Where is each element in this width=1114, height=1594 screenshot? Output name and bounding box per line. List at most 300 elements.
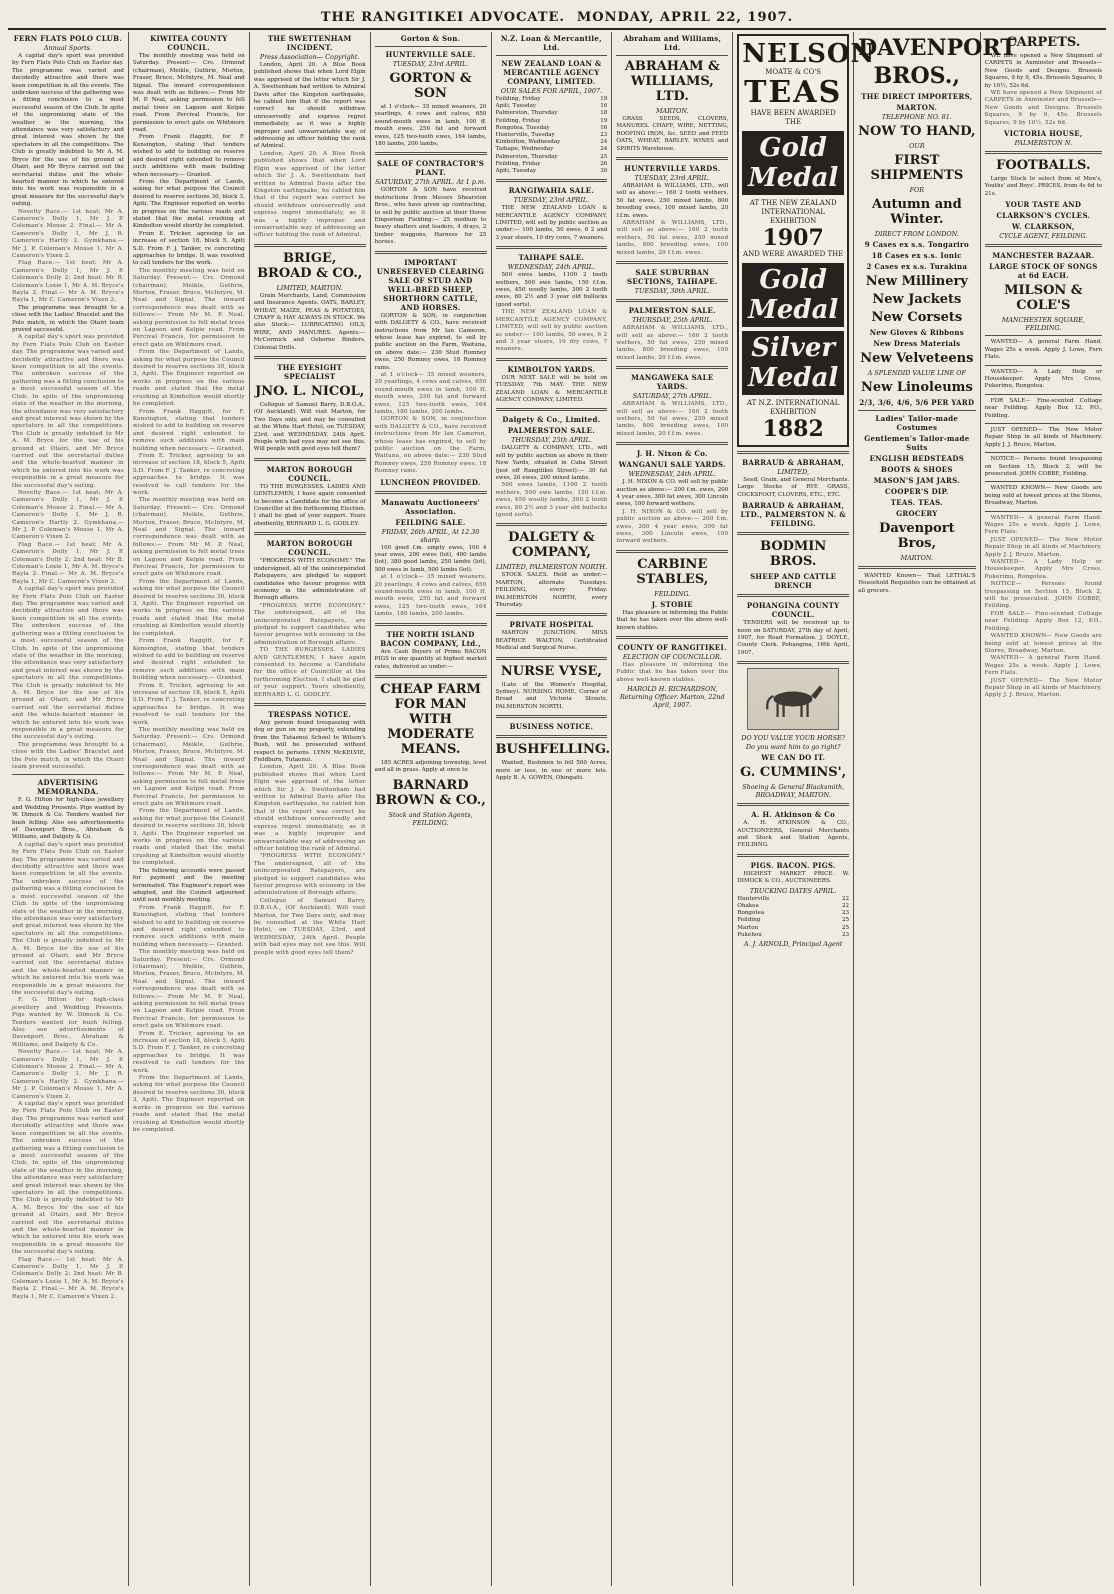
ad-text: GORTON & SON, in conjunction with DALGETY & CO., have received instructions from Mr Ian Cameron, whose lease has expired, to sell by public auction on the Farm, Waituna, on above date:— 230 Stud Romney ewes, 250 Romney ewes, 18 Romney rams. (374, 416, 487, 475)
divider (496, 358, 608, 361)
ad-text: 185 ACRES adjoining township, level and all in grass. Apply at once to (374, 759, 487, 774)
list-item-place: Feilding, Friday (495, 96, 541, 102)
classified-ad: WANTED— A general Farm Hand. Wages 25s a week. Apply J. Lowe, Fern Flats. (984, 514, 1103, 536)
ad-date: SATURDAY, 27th APRIL. At 1 p.m. (375, 178, 486, 187)
ad-title: SALE SUBURBAN SECTIONS, TAIHAPE. (626, 268, 718, 287)
ad-title: Ladies' Tailor-made Costumes (875, 414, 959, 432)
ad-text: "PROGRESS WITH ECONOMY." The undersigned, all of the unincorporated Ratepayers, are pledged to support candidates who favour progress with economy in the administration of Borough affairs. (253, 602, 366, 646)
column-2 (129, 32, 250, 1586)
list-item-place: Hunterville (737, 895, 770, 902)
list-item-day: 25 (842, 924, 850, 931)
ad-address: BARRAUD & ABRAHAM, LTD., PALMERSTON N. & FEILDING. (740, 501, 846, 529)
list-item (496, 96, 608, 103)
ad-subtitle: MANCHESTER SQUARE, FEILDING. (1001, 316, 1085, 333)
article-text: The following accounts were passed for payment and the meeting terminated. The Engineer's report was adopted, and the Council adjourned until next monthly meeting. (132, 867, 245, 904)
list-item (496, 154, 608, 161)
divider (616, 550, 728, 553)
list-item (737, 932, 849, 939)
ad-title: KIMBOLTON YARDS. (507, 364, 596, 374)
ad-text: Seed, Grain, and General Merchants. Large Stocks of RYE GRASS, COCKSFOOT, CLOVERS, ETC., ETC. (737, 477, 850, 498)
ad-title: COOPER'S DIP. (885, 487, 949, 496)
ad-firm: GORTON & SON (389, 71, 472, 101)
article-text: From the Department of Lands, asking for what purpose the Council desired to reserve sections 30, block 3, Apiti. The Engineer reported on works in progress on the various roads and stated that the metal crushing at Kimbolton would shortly be completed. (132, 349, 245, 408)
ad-question: DO YOU VALUE YOUR HORSE? (741, 734, 846, 743)
article-text: From Frank Haggitt, for F. Kensington, stating that tenders wished to add to building on reserve and desired right extended to remove such additions with main building when necessary.— Granted. (132, 134, 245, 178)
ad-text: OUR NEXT SALE will be held on TUESDAY, 7th MAY. THE NEW ZEALAND LOAN & MERCANTILE AGENCY COMPANY, LIMITED. (495, 374, 608, 403)
ad-text: Gentlemen's Tailor-made Suits (864, 434, 970, 452)
ad-line: New Dress Materials (873, 339, 961, 348)
ad-text: HIGHEST MARKET PRICE. W. DIMOCK & CO., AUCTIONEERS. (737, 870, 850, 885)
list-item-place: Ohakea (737, 902, 759, 909)
divider (985, 452, 1102, 453)
ad-text: A. H. ATKINSON & CO., AUCTIONEERS, General Merchants and Stock and Station Agents, FEILDING. (737, 820, 850, 849)
ad-text: at 1 o'clock— 35 mixed weaners, 20 yearlings, 4 cows and calves, 650 sound-mouth ewes in lamb, 100 ff. mouth ewes, 250 fat and forward ewes, 125 two-tooth ewes, 164 lambs, 180 lambs, 200 lambs. (374, 371, 487, 415)
ad-line: CLARKSON'S CYCLES. (996, 211, 1091, 221)
classified-ad: JUST OPENED— The New Motor Repair Shop in all kinds of Machinery. Apply J. J. Bruce, Marton. (984, 426, 1103, 448)
article-text: F. G. Hilton for high-class jewellery and Wedding Presents. Pigs wanted by W. Dimock & Co. Tenders wanted for bush felling. Also see advertisements of Davenport Bros., Abraham & Williams, and Dalgety & Co. (12, 997, 124, 1048)
ad-title: BUSHFELLING. (495, 742, 611, 758)
list-item-day: 22 (842, 902, 850, 909)
ad-subtitle: WANGANUI SALE YARDS. (618, 460, 726, 470)
trucking-dates-list (737, 896, 849, 939)
list-item-day: 19 (600, 96, 608, 102)
divider (375, 46, 487, 47)
divider (254, 244, 366, 247)
ad-title: GROCERY (896, 509, 938, 518)
list-item-place: Hunterville, Tuesday (495, 132, 555, 139)
divider (737, 661, 849, 664)
ad-title: RANGIWAHIA SALE. (508, 186, 595, 196)
list-item-day: 16 (600, 124, 608, 131)
article-text: A capital day's sport was provided by Fern Flats Polo Club on Easter day. The programme was varied and decidedly attractive and there was keen competition in all the events. The unbroken success of the gathering was a fitting conclusion to a most successful season of the Club. In spite of the unpromising state of the weather in the morning, the attendance was very satisfactory and great interest was shown by the spectators in all the competitions. The Club is greatly indebted to Mr A. M. Bryce for the use of his ground at Otairi, and Mr Bryce carried out the secretarial duties and the whole-hearted manner in which he entered into his work was responsible in a great measure for the successful day's outing. (12, 1101, 124, 1256)
ad-date: TUESDAY, 30th APRIL. (634, 287, 710, 296)
list-item (496, 110, 608, 117)
ad-subtitle: ELECTION OF COUNCILLOR. (622, 653, 722, 662)
horse-icon (748, 669, 838, 729)
ad-text: WANTED Known— That LETHAL'S Household Requisites can be obtained at all grocers. (858, 573, 976, 594)
ad-text: WE have opened a New Shipment of CARPETS in Axminster and Brussels— New Goods and Designs. Brussels Squares, 9 by 9, 45s. Brussels Squares, 9 by 10½, 52s 6d. (984, 90, 1103, 126)
ad-subtitle: TRUCKING DATES APRIL. (749, 886, 837, 895)
ad-subtitle: LIMITED, MARTON. (276, 283, 343, 292)
ad-subtitle: Stock and Station Agents, FEILDING. (388, 810, 473, 827)
article-text: From E. Tricker, agreeing to an increase of section 18, block 5, Apiti S.D. From F. J. Tanker, re concreting approaches to bridge. It was resolved to call tenders for the work. (132, 682, 245, 726)
divider (858, 410, 975, 411)
divider (616, 636, 728, 639)
classified-ad: WANTED KNOWN— New Goods are being sold at lowest prices at the Stores, Broadway, Marton. (984, 485, 1103, 507)
ad-title: BODMIN BROS. (760, 539, 827, 570)
classified-ad: WANTED— A Lady Help or Housekeeper. Apply Mrs Cross, Pukerimu, Rongotea. (984, 368, 1103, 390)
article-text: A capital day's sport was provided by Fern Flats Polo Club on Easter day. The programme was varied and decidedly attractive and there was keen competition in all the events. The unbroken success of the gathering was a fitting conclusion to a most successful season of the Club. In spite of the unpromising state of the weather in the morning, the attendance was very satisfactory and great interest was shown by the spectators in all the competitions. The Club is greatly indebted to Mr A. M. Bryce for the use of his ground at Otairi, and Mr Bryce carried out the secretarial duties and the whole-hearted manner in which he entered into his work was responsible in a great measure for the successful day's outing. (12, 53, 124, 208)
article-text: London, April 20. A Blue Book published shows that when Lord Elgin was apprised of the letter which Sir J. A. Swettenham had written to Admiral Davis after the Kingston earthquake, he cabled him that if the report was correct he should withdraw unreservedly and express regret immediately, as it was a highly improper and unwarrantable way of addressing an officer holding the rank of Admiral. (253, 150, 366, 239)
ad-title: MASON'S JAM JARS. (873, 476, 960, 485)
masthead-title: THE RANGITIKEI ADVOCATE. (320, 9, 565, 25)
ad-text: "PROGRESS WITH ECONOMY." The undersigned, all of the unincorporated Ratepayers, are pledged to support candidates who favour progress with economy in the administration of Borough affairs. (253, 853, 366, 897)
divider (254, 458, 366, 461)
list-item-place: Palmerston, Thursday (495, 153, 558, 160)
list-item (496, 132, 608, 139)
ad-title: BUSINESS NOTICE. (509, 722, 594, 732)
list-item-place: Feilding, Friday (495, 117, 541, 124)
list-item (496, 125, 608, 132)
article-heading: FERN FLATS POLO CLUB. (13, 34, 123, 43)
ad-title: IMPORTANT UNRESERVED CLEARING SALE OF STUD AND WELL-BRED SHEEP, SHORTHORN CATTLE, AND HORSES. (376, 257, 485, 312)
ad-title: ABRAHAM & WILLIAMS, LTD. (624, 59, 720, 104)
divider (985, 365, 1102, 366)
divider (737, 594, 849, 597)
classified-ad: WANTED— A general Farm Hand. Wages 25s a week. Apply J. Lowe, Fern Flats. (984, 655, 1103, 677)
columns (8, 32, 1106, 1586)
article-text: From the Department of Lands, asking for what purpose the Council desired to reserve sections 30, block 3, Apiti. The Engineer reported on works in progress on the various roads and stated that the metal crushing at Kimbolton would shortly be completed. (132, 808, 245, 867)
nelson-line: HAVE BEEN AWARDED THE (750, 109, 836, 126)
ad-title: BOOTS & SHOES (880, 465, 953, 474)
nelson-year: 1882 (762, 416, 824, 442)
ad-title: LUNCHEON PROVIDED. (380, 477, 481, 487)
divider (985, 511, 1102, 512)
column-8 (854, 32, 1017, 1586)
list-item-place: Apiti, Tuesday (495, 103, 537, 110)
ad-title: CHEAP FARM FOR MAN WITH MODERATE MEANS. (380, 681, 481, 757)
ad-text: J. H. NIXON & CO. will sell by public auction as above:— 200 f.m. ewes, 200 4 year ewes, 300 fat ewes, 300 Lincoln ewes, 100 forward wethers. (616, 508, 729, 545)
list-item (737, 917, 849, 924)
article-text: The monthly meeting was held on Saturday. Present:— Crs. Ormond (chairman), Meikle, Guthrie, Morton, Fraser, Bruce, McIntyre, M. Neal and Signal. The inward correspondence was dealt with as follows:— From Mr M. P. Neal, asking permission to fell metal trees on Lagoon and Kelpie road. From Percival Francis, for permission to erect gate on Whitmore road. (132, 53, 245, 134)
ad-text: ABRAHAM & WILLIAMS, LTD., will sell as above:— 160 2 tooth wethers, 50 fat ewes, 250 mixed lambs, 800 breeding ewes, 100 mixed lambs, 20 f.f.m. ewes. (616, 401, 729, 437)
column-6 (612, 32, 733, 1586)
ad-text: ABRAHAM & WILLIAMS, LTD., will sell as above:— 160 2 tooth wethers, 50 fat ewes, 250 mixed lambs, 800 breeding ewes, 100 mixed lambs, 20 f.f.m. ewes. (616, 325, 729, 361)
article-text: From Frank Haggitt, for F. Kensington, stating that tenders wished to add to building on reserve and desired right extended to remove such additions with main building when necessary.— Granted. (132, 904, 245, 948)
ad-date: SATURDAY, 27th APRIL. (632, 392, 713, 401)
ad-subtitle: MARTON. (900, 554, 934, 562)
ad-text: (Late of the Women's Hospital, Sydney). NURSING HOME, Corner of Broad and Victoria Streets, PALMERSTON NORTH. (495, 681, 608, 710)
ad-line: 18 Cases ex s.s. Ionic (871, 251, 962, 260)
ad-line: 2/3, 3/6, 4/6, 5/6 PER YARD (859, 398, 975, 407)
ad-subtitle: THE DIRECT IMPORTERS, (861, 92, 973, 101)
nelson-teas: TEAS (744, 75, 843, 110)
article-text: Novelty Race.— 1st heat: Mr A. Cameron's Dolly 1, Mr J. P. Coleman's Mouse 2. Final.— Mr A. Cameron's Dolly 1, Mr J. R. Cameron's Hartly 2. Gymkhana.— Mr J. P. Coleman's Mouse 1, Mr A. Cameron's Vixen 2. (12, 489, 124, 541)
list-item-place: Pukehou (737, 931, 762, 938)
classified-ad: JUST OPENED— The New Motor Repair Shop in all kinds of Machinery. Apply J. J. Bruce, Marton. (984, 677, 1103, 699)
ad-title: PALMERSTON SALE. (628, 306, 716, 316)
ad-line: New Millinery (865, 274, 968, 289)
article-text: From Frank Haggitt, for F. Kensington, stating that tenders wished to add to building on reserve and desired right extended to remove such additions with main building when necessary.— Granted. (132, 408, 245, 452)
ad-title: SALE OF CONTRACTOR'S PLANT. (377, 159, 485, 178)
nelson-line: AT N.Z. INTERNATIONAL EXHIBITION (746, 399, 840, 416)
list-item-place: Kimbolton, Wednesday (495, 139, 561, 146)
article-text: The monthly meeting was held on Saturday. Present:— Crs. Ormond (chairman), Meikle, Guthrie, Morton, Fraser, Bruce, McIntyre, M. Neal and Signal. The inward correspondence was dealt with as follows:— From Mr M. P. Neal, asking permission to fell metal trees on Lagoon and Kelpie road. From Percival Francis, for permission to erect gate on Whitmore road. (132, 497, 245, 578)
list-item-place: Rongotea (737, 910, 765, 917)
ad-title: TEAS. TEAS. (890, 498, 943, 507)
classified-ad: WANTED KNOWN— New Goods are being sold at lowest prices at the Stores, Broadway, Marton. (984, 633, 1103, 654)
ad-text: WE have opened a New Shipment of CARPETS in Axminster and Brussels— New Goods and Designs. Brussels Squares, 9 by 9, 45s. Brussels Squares, 9 by 10½, 52s 6d. (984, 53, 1103, 89)
article-text: From E. Tricker, agreeing to an increase of section 18, block 5, Apiti S.D. From F. J. Tanker, re concreting approaches to bridge. It was resolved to call tenders for the work. (132, 1030, 245, 1074)
classified-ad: FOR SALE— Fine-scented Cottage near Feilding. Apply Box 12, P.O., Feilding. (984, 397, 1103, 419)
divider (254, 532, 366, 535)
divider (985, 481, 1102, 482)
column-1 (8, 32, 129, 1586)
divider (737, 451, 849, 454)
list-item (737, 910, 849, 917)
article-text: The programme was brought to a close with the Ladies' Bracelet and the Polo match, in which the Otairi team proved successful. (12, 304, 124, 334)
article-text: From E. Tricker, agreeing to an increase of section 18, block 5, Apiti S.D. From F. J. Tanker, re concreting approaches to bridge. It was resolved to call tenders for the work. (132, 452, 245, 496)
ad-text: at 1 o'clock— 35 mixed weaners, 20 yearlings, 4 cows and calves, 650 sound-mouth ewes in lamb, 100 ff. mouth ewes, 250 fat and forward ewes, 125 two-tooth ewes, 164 lambs, 180 lambs, 200 lambs. (374, 104, 487, 148)
ad-subtitle: LIMITED, (777, 468, 810, 476)
article-subheading: Press Association— Copyright. (259, 53, 360, 61)
article-text: Flag Race.— 1st heat: Mr A. Cameron's Dolly 1, Mr J. P. Coleman's Dolly 2; 2nd heat: Mr B. Coleman's Loxie 1, Mr A. M. Bryce's Rayla 2. Final.— Mr A. M. Bryce's Rayla 1, Mr C. Cameron's Vixen 2. (12, 1256, 124, 1300)
ad-heading: Abraham and Williams, Ltd. (623, 34, 722, 52)
list-item-day: 24 (600, 139, 608, 146)
list-item (496, 161, 608, 168)
ad-title: MANCHESTER BAZAAR. (992, 251, 1095, 261)
article-subheading: Annual Sports. (43, 44, 92, 52)
column-3 (250, 32, 371, 1586)
ad-title: COUNTY OF RANGITIKEI. (617, 643, 727, 653)
ad-text: 500 ewes lambs, 1100 2 tooth wethers, 500 ewe lambs, 150 f.f.m. ewes, 450 woolly lambs, 300 2 tooth ewes, 80 2½ and 3 year old bullocks (good sorts). (495, 272, 608, 308)
ad-text: GORTON & SON have received instructions from Messrs Shearston Bros., who have given up contracting, to sell by public auction at their Horse Emporium Fielding:— 25 medium to heavy shafters and leaders, 4 drays, 2 timber waggons, Harness for 25 horses. (374, 187, 487, 246)
list-item-day: 23 (600, 132, 608, 139)
article-text: Novelty Race.— 1st heat: Mr A. Cameron's Dolly 1, Mr J. P. Coleman's Mouse 2. Final.— Mr A. Cameron's Dolly 1, Mr J. R. Cameron's Hartly 2. Gymkhana.— Mr J. P. Coleman's Mouse 1, Mr A. Cameron's Vixen 2. (12, 1049, 124, 1100)
ad-subtitle: LIMITED, PALMERSTON NORTH. (495, 563, 608, 572)
list-item-day: 25 (600, 153, 608, 160)
list-item-place: Feilding, Friday (495, 160, 541, 167)
divider (375, 152, 487, 155)
classified-ad: WANTED— A general Farm Hand. Wages 25s a week. Apply J. Lowe, Fern Flats. (984, 339, 1103, 361)
ad-text: Collegue of Samuel Barry, D.B.O.A., (Of Auckland). Will visit Marton, for Two Days only, and may be consulted at the White Hart Hotel, on TUESDAY, 23rd, and WEDNESDAY, 24th April. People with bad eyes may not see this. Will people with good eyes tell them? (253, 402, 366, 453)
ad-date: WEDNESDAY, 24th APRIL. (507, 263, 596, 272)
ad-text: LARGE STOCK OF SONGS at 6d EACH. (989, 262, 1098, 281)
ad-title: TRESPASS NOTICE. (268, 710, 352, 719)
ad-title: CARPETS. (1006, 35, 1081, 50)
ad-title: TAIHAPE SALE. (518, 253, 585, 263)
ad-line: YOUR TASTE AND (1005, 200, 1082, 210)
divider (496, 179, 608, 182)
ad-title: DALGETY & COMPANY, (508, 530, 595, 561)
ad-date: TUESDAY, 23rd APRIL. (392, 60, 469, 68)
list-item-place: Feilding (737, 917, 761, 924)
ad-title: THE NORTH ISLAND BACON COMPANY, Ltd., (380, 629, 481, 648)
ad-title: PIGS. BACON. PIGS. (750, 860, 836, 870)
divider (496, 715, 608, 718)
list-item-day: 24 (600, 146, 608, 153)
nelson-brand: NELSON (742, 39, 876, 69)
ad-date: WEDNESDAY, 24th APRIL. (628, 470, 716, 479)
article-text: Novelty Race.— 1st heat: Mr A. Cameron's Dolly 1, Mr J. P. Coleman's Mouse 2. Final.— Mr A. Cameron's Dolly 1, Mr J. R. Cameron's Hartly 2. Gymkhana.— Mr J. P. Coleman's Mouse 1, Mr A. Cameron's Vixen 2. (12, 208, 124, 259)
article-heading: ADVERTISING MEMORANDA. (37, 778, 99, 797)
column-9 (981, 32, 1106, 1586)
divider (496, 735, 608, 738)
ad-subtitle: SHEEP AND CATTLE DRENCH (750, 572, 837, 591)
ad-text: THE NEW ZEALAND LOAN & MERCANTILE AGENCY COMPANY, LIMITED, will sell by public auction as under:— 100 lambs, 50 ewes, 6 2 and 3 year steers, 10 dry cows, 7 weaners. (495, 205, 608, 241)
ad-title: THE EYESIGHT SPECIALIST (277, 363, 343, 381)
ad-text: STOCK SALES. Held as under:— MARTON, alternate Tuesdays. FEILDING, every Friday. PALMERSTON NORTH, every Thursday. (495, 572, 608, 609)
ad-text: "PROGRESS WITH ECONOMY." The undersigned, all of the unincorporated Ratepayers, are pledged to support candidates who favour progress with economy in the administration of Borough affairs. (253, 558, 366, 602)
divider (985, 394, 1102, 395)
article-text: London, April 20. A Blue Book published shows that when Lord Elgin was apprised of the letter which Sir J. A. Swettenham had written to Admiral Davis after the Kingston earthquake, he cabled him that if the report was correct he should withdraw unreservedly and express regret immediately, as it was a highly improper and unwarrantable way of addressing an officer holding the rank of Admiral. (253, 62, 366, 150)
ad-text: MARTON JUNCTION. MISS BEATRICE WALTON, Certificated Medical and Surgical Nurse. (495, 630, 608, 652)
classified-ad: JUST OPENED— The New Motor Repair Shop in all kinds of Machinery. Apply J. J. Bruce, Marton. (984, 536, 1103, 558)
nelson-tea-ad (737, 34, 876, 447)
silver-medal-banner: Silver Medal (742, 331, 844, 395)
ad-line: New Velveteens (860, 351, 974, 366)
ad-title: BROS., (873, 63, 961, 89)
ad-text: GORTON & SON, in conjunction with DALGETY & CO., have received instructions from Mr Ian Cameron, whose lease has expired, to sell by public auction on the Farm, Waituna, on above date:— 230 Stud Romney ewes, 250 Romney ewes, 18 Romney rams. (374, 312, 487, 371)
ad-text: 500 ewes lambs, 1100 2 tooth wethers, 500 ewe lambs, 150 f.f.m. ewes, 450 woolly lambs, 300 2 tooth ewes, 80 2½ and 3 year old bullocks (good sorts). (495, 482, 608, 519)
ad-title: G. CUMMINS', (740, 765, 847, 781)
divider (737, 532, 849, 535)
ad-text: TO THE BURGESSES. LADIES AND GENTLEMEN, I have again consented to become a Candidate for the office of Councillor at the forthcoming Election. I shall be glad of your support. Yours obediently, BERNARD L. G. GODLEY. (253, 647, 366, 698)
ad-text: Collegue of Samuel Barry, D.B.O.A., (Of Auckland). Will visit Marton, for Two Days only, and may be consulted at the White Hart Hotel, on TUESDAY, 23rd, and WEDNESDAY, 24th April. People with bad eyes may not see this. Will people with good eyes tell them? (253, 897, 366, 956)
list-item-day: 25 (842, 917, 850, 924)
ad-text: ABRAHAM & WILLIAMS, LTD., will sell as above:— 160 2 tooth wethers, 50 fat ewes, 250 mixed lambs, 800 breeding ewes, 100 mixed lambs, 20 f.f.m. ewes. (616, 183, 729, 219)
ad-place: MARTON. (896, 103, 938, 112)
ad-date: FRIDAY, 26th APRIL, At 12.30 sharp. (381, 527, 480, 544)
ad-title: CARBINE STABLES, (636, 556, 709, 587)
list-item-day: 19 (600, 117, 608, 124)
article-text: From the Department of Lands, asking for what purpose the Council desired to reserve sections 30, block 3, Apiti. The Engineer reported on works in progress on the various roads and stated that the metal crushing at Kimbolton would shortly be completed. (132, 578, 245, 637)
ad-firm: VICTORIA HOUSE, (1003, 129, 1083, 139)
list-item-day: 22 (842, 895, 850, 902)
ad-text: THE NEW ZEALAND LOAN & MERCANTILE AGENCY COMPANY, LIMITED, will sell by public auction as under:— 100 lambs, 50 ewes, 6 2 and 3 year steers, 10 dry cows, 7 weaners. (495, 309, 608, 353)
ad-question: Do you want him to go right? (745, 743, 841, 752)
ad-title: FOOTBALLS. (996, 158, 1091, 174)
ad-subtitle: Shoeing & General Blacksmith, BROADWAY, MARTON. (742, 783, 845, 800)
divider (496, 613, 608, 616)
article-text: From E. Tricker, agreeing to an increase of section 18, block 5, Apiti S.D. From F. J. Tanker, re concreting approaches to bridge. It was resolved to call tenders for the work. (132, 230, 245, 267)
gold-medal-banner: Gold Medal (742, 131, 844, 195)
divider (616, 157, 728, 160)
list-item-place: Marton (737, 924, 759, 931)
ad-text: Has pleasure in informing the Public that he has taken over the above well-known stables. (616, 609, 729, 631)
ad-date: THURSDAY, 25th APRIL. (631, 316, 713, 325)
ad-line: 2 Cases ex s.s. Turakina (866, 262, 968, 271)
ad-line: New Linoleums (860, 380, 973, 395)
article-text: A capital day's sport was provided by Fern Flats Polo Club on Easter day. The programme was varied and decidedly attractive and there was keen competition in all the events. The unbroken success of the gathering was a fitting conclusion to a most successful season of the Club. In spite of the unpromising state of the weather in the morning, the attendance was very satisfactory and great interest was shown by the spectators in all the competitions. The Club is greatly indebted to Mr A. M. Bryce for the use of his ground at Otairi, and Mr Bryce carried out the secretarial duties and the whole-hearted manner in which he entered into his work was responsible in a great measure for the successful day's outing. (12, 334, 124, 489)
article-text: The monthly meeting was held on Saturday. Present:— Crs. Ormond (chairman), Meikle, Guthrie, Morton, Fraser, Bruce, McIntyre, M. Neal and Signal. The inward correspondence was dealt with as follows:— From Mr M. P. Neal, asking permission to fell metal trees on Lagoon and Kelpie road. From Percival Francis, for permission to erect gate on Whitmore road. (132, 949, 245, 1030)
nelson-line: AT THE NEW ZEALAND INTERNATIONAL EXHIBITION (749, 199, 837, 225)
ad-text: GRASS SEEDS, CLOVERS, MANURES. CHAFF, WIRE, NETTING, ROOFING IRON, &c. SEED and FEED OATS, WHEAT, BARLEY. WINES and SPIRITS Warehouse. (616, 116, 729, 152)
list-item-day: 23 (842, 931, 850, 938)
divider (737, 803, 849, 806)
ad-title: NEW ZEALAND LOAN & MERCANTILE AGENCY COMPANY, LIMITED. (501, 59, 602, 86)
ad-title: HUNTERVILLE YARDS. (624, 164, 721, 174)
divider (616, 261, 728, 264)
column-4 (371, 32, 492, 1586)
article-text: The programme was brought to a close with the Ladies' Bracelet and the Polo match, in which the Otairi team proved successful. (12, 741, 124, 770)
ad-title: J. H. Nixon & Co. (636, 449, 708, 459)
ad-text: Any person found trespassing with dog or gun on my property, extending from the Tutaenui School to Wilson's Bush, will be prosecuted without respect to persons. LYNN McKELVIE, Fieldburn, Tutaenui. (253, 720, 366, 764)
divider (985, 335, 1102, 336)
list-item-place: Taihape, Wednesday (495, 146, 554, 153)
ad-subtitle: OUR SALES FOR APRIL, 1907. (500, 87, 603, 95)
list-item-day: 26 (600, 160, 608, 167)
list-item-day: 23 (842, 910, 850, 917)
nelson-line: AND WERE AWARDED THE (743, 250, 844, 258)
list-item (737, 896, 849, 903)
ad-date: TUESDAY, 23rd APRIL. (634, 174, 711, 183)
article-text: F. G. Hilton for high-class jewellery and Wedding Presents. Pigs wanted by W. Dimock & Co. Tenders wanted for bush felling. Also see advertisements of Davenport Bros., Abraham & Williams, and Dalgety & Co. (12, 797, 124, 841)
ad-name: J. STOBIE (651, 599, 693, 609)
ad-line: FOR (909, 186, 925, 194)
ad-text: J. H. NIXON & CO. will sell by public auction as above:— 200 f.m. ewes, 200 4 year ewes, 300 fat ewes, 300 Lincoln ewes, 100 forward wethers. (616, 479, 729, 508)
divider (375, 623, 487, 626)
divider (858, 566, 975, 569)
ad-telephone: TELEPHONE NO. 81. (881, 113, 952, 121)
list-item-day: 18 (600, 110, 608, 117)
article-text: A capital day's sport was provided by Fern Flats Polo Club on Easter day. The programme was varied and decidedly attractive and there was keen competition in all the events. The unbroken success of the gathering was a fitting conclusion to a most successful season of the Club. In spite of the unpromising state of the weather in the morning, the attendance was very satisfactory and great interest was shown by the spectators in all the competitions. The Club is greatly indebted to Mr A. M. Bryce for the use of his ground at Otairi, and Mr Bryce carried out the secretarial duties and the whole-hearted manner in which he entered into his work was responsible in a great measure for the successful day's outing. (12, 841, 124, 996)
list-item-place: Rongotea, Tuesday (495, 124, 550, 131)
article-text: Flag Race.— 1st heat: Mr A. Cameron's Dolly 1, Mr J. P. Coleman's Dolly 2; 2nd heat: Mr B. Coleman's Loxie 1, Mr A. M. Bryce's Rayla 2. Final.— Mr A. M. Bryce's Rayla 1, Mr C. Cameron's Vixen 2. (12, 260, 124, 304)
ad-text: Large Stock to select from of Men's, Youths' and Boys'. PRICES, from 4s 6d to 21s. (984, 176, 1103, 197)
ad-text: at 1 o'clock— 35 mixed weaners, 20 yearlings, 4 cows and calves, 650 sound-mouth ewes in lamb, 100 ff. mouth ewes, 250 fat and forward ewes, 125 two-tooth ewes, 164 lambs, 180 lambs, 200 lambs. (374, 574, 487, 618)
classified-ad: NOTICE— Persons found trespassing on Section 15, Block 2, will be prosecuted. JOHN COBBE, Feilding. (984, 581, 1103, 610)
divider (496, 408, 608, 411)
nelson-year: 1907 (762, 225, 824, 251)
list-item (737, 925, 849, 932)
article-text: A capital day's sport was provided by Fern Flats Polo Club on Easter day. The programme was varied and decidedly attractive and there was keen competition in all the events. The unbroken success of the gathering was a fitting conclusion to a most successful season of the Club. In spite of the unpromising state of the weather in the morning, the attendance was very satisfactory and great interest was shown by the spectators in all the competitions. The Club is greatly indebted to Mr A. M. Bryce for the use of his ground at Otairi, and Mr Bryce carried out the secretarial duties and the whole-hearted manner in which he entered into his work was responsible in a great measure for the successful day's outing. (12, 586, 124, 741)
nelson-line: MOATE & CO'S (765, 68, 822, 76)
ad-date: THURSDAY, 25th APRIL. (511, 436, 592, 445)
divider (616, 366, 728, 369)
list-item (496, 139, 608, 146)
ad-line: New Gloves & Ribbons (869, 328, 964, 337)
article-text: From the Department of Lands, asking for what purpose the Council desired to reserve sections 30, block 3, Apiti. The Engineer reported on works in progress on the various roads and stated that the metal crushing at Kimbolton would shortly be completed. (132, 178, 245, 230)
list-item (496, 168, 608, 175)
divider (254, 356, 366, 359)
divider (375, 491, 487, 494)
article-text: From Frank Haggitt, for F. Kensington, stating that tenders wished to add to building on reserve and desired right extended to remove such additions with main building when necessary.— Granted. (132, 638, 245, 682)
ad-name: JNO. L. NICOL, (255, 384, 365, 399)
list-item (496, 103, 608, 110)
ad-firm: BARNARD BROWN & CO., (375, 777, 486, 808)
ad-subtitle: FEILDING SALE. (395, 517, 466, 527)
ad-firm: W. CLARKSON, (1012, 222, 1075, 232)
ad-line: Autumn and Winter. (872, 197, 962, 227)
divider (496, 246, 608, 249)
ad-date: TUESDAY, 23rd APRIL. (513, 196, 590, 205)
ad-title: BRIGE, BROAD & CO., (257, 250, 363, 281)
ad-text: 100 good f.m. empty ewes, 100 4 year ewes, 200 ewes (lot), 400 lambs (lot), 380 good lambs, 250 lambs (lot), 500 ewes in lamb, 500 lambs (lot). (374, 544, 487, 573)
list-item-place: Palmerston, Thursday (495, 110, 558, 117)
list-item-place: Apiti, Tuesday (495, 168, 537, 175)
ad-firm: MILSON & COLE'S (1004, 283, 1083, 314)
ad-subtitle: CYCLE AGENT, FEILDING. (999, 232, 1088, 241)
ad-slogan: WE CAN DO IT. (761, 753, 826, 763)
ad-text: Has pleasure in informing the Public that he has taken over the above well-known stables. (616, 662, 729, 683)
ad-signature: A. J. ARNOLD, Principal Agent (743, 939, 843, 948)
masthead (8, 6, 1106, 30)
divider (616, 299, 728, 302)
ad-title: ENGLISH BEDSTEADS (869, 454, 965, 463)
ad-title: Manawatu Auctioneers' Association. (381, 497, 480, 516)
ad-title: MARTON BOROUGH COUNCIL. (266, 464, 353, 483)
ad-title: POHANGINA COUNTY COUNCIL. (746, 601, 840, 620)
ad-signature: HAROLD H. RICHARDSON, Returning Officer. Marton, 22nd April, 1907. (619, 685, 725, 710)
divider (375, 251, 487, 254)
ad-text: Wanted, Bushmen to fell 500 Acres, more or less, in one or more lots. Apply B. A. GOWEN, Ohingaiti. (495, 760, 608, 782)
ad-line: NOW TO HAND, (858, 124, 976, 139)
ad-line: OUR (909, 142, 925, 150)
ad-text: DALGETY & COMPANY, LTD., will sell by public auction as above in their New Yards, situated in Cuba Street (just off Rangitikei Street):— 30 fat ewes, 20 ewes, 200 mixed lambs. (495, 445, 608, 481)
ad-text: TO THE BURGESSES. LADIES AND GENTLEMEN, I have again consented to become a Candidate for the office of Councillor at the forthcoming Election. I shall be glad of your support. Yours obediently, BERNARD L. G. GODLEY. (253, 483, 366, 527)
ad-title: BARRAUD & ABRAHAM, (742, 458, 845, 467)
divider (496, 657, 608, 660)
ad-text: Grain Merchants, Land, Commission and Insurance Agents. OATS, BARLEY, WHEAT, MAIZE, PEAS & POTATOES, CHAFF & HAY ALWAYS IN STOCK. We also Stock:— LUBRICATING OILS, WIRE, AND MANURES. Agents:— McCormick and Osborne Binders, Colonial Drills. (253, 292, 366, 351)
ad-text: London, April 20. A Blue Book published shows that when Lord Elgin was apprised of the letter which Sir J. A. Swettenham had written to Admiral Davis after the Kingston earthquake, he cabled him that if the report was correct he should withdraw unreservedly and express regret immediately, as it was a highly improper and unwarrantable way of addressing an officer holding the rank of Admiral. (253, 764, 366, 852)
gold-medal-banner: Gold Medal (742, 263, 844, 327)
ad-title: DAVENPORT (858, 35, 1017, 61)
article-heading: KIWITEA COUNTY COUNCIL. (150, 34, 228, 52)
divider (12, 774, 124, 775)
ad-title: MARTON BOROUGH COUNCIL. (266, 539, 353, 558)
article-heading: THE SWETTENHAM INCIDENT. (267, 34, 352, 52)
